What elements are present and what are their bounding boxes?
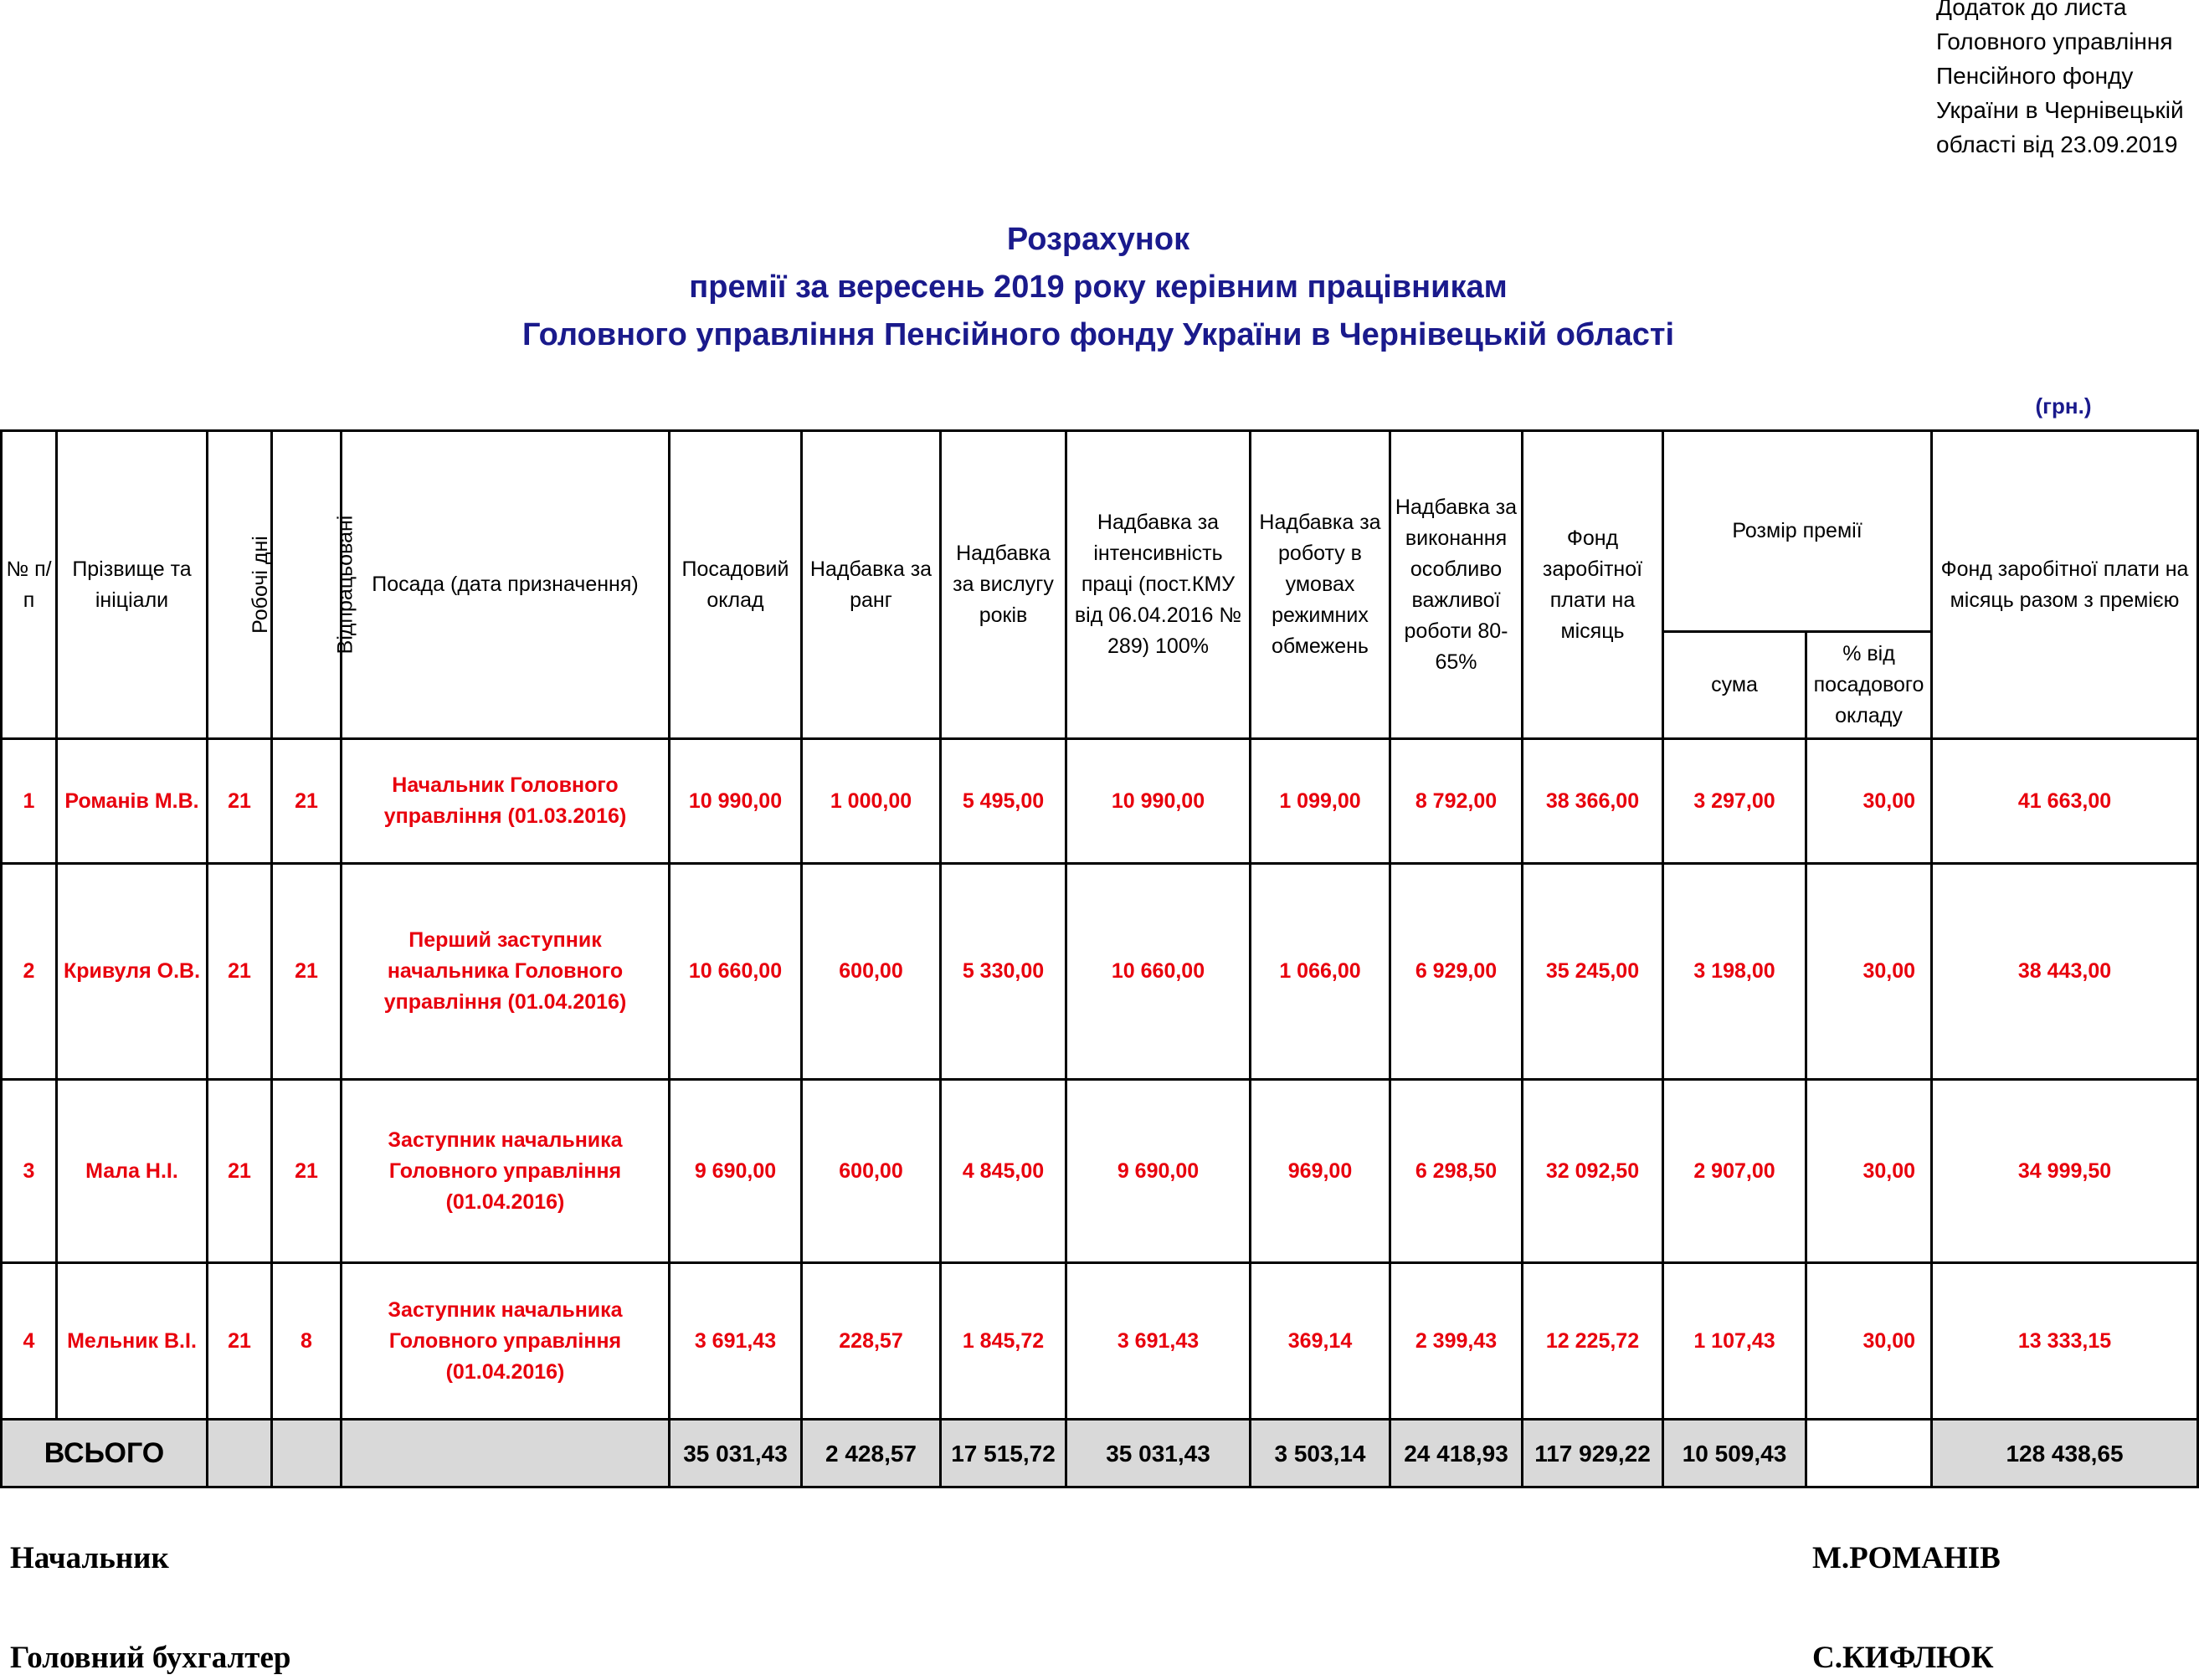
row-important: 8 792,00 [1390, 739, 1523, 864]
row-important: 2 399,43 [1390, 1263, 1523, 1420]
row-bonus-sum: 3 297,00 [1663, 739, 1806, 864]
row-bonus-pct: 30,00 [1806, 1263, 1932, 1420]
header-worked [272, 431, 357, 739]
row-regime: 369,14 [1251, 1263, 1390, 1420]
row-work-days: 21 [208, 1263, 272, 1420]
row-seniority: 4 845,00 [941, 1080, 1066, 1263]
title-line-1: Розрахунок [1006, 222, 1190, 257]
header-rank: Надбавка за ранг [802, 431, 941, 739]
row-important: 6 298,50 [1390, 1080, 1523, 1263]
header-bonus-pct: % від посадового окладу [1806, 632, 1932, 739]
row-bonus-pct: 30,00 [1806, 864, 1932, 1080]
row-total: 41 663,00 [1932, 739, 2198, 864]
row-total: 34 999,50 [1932, 1080, 2198, 1263]
totals-total: 128 438,65 [1932, 1420, 2198, 1487]
totals-salary: 35 031,43 [670, 1420, 802, 1487]
totals-fund: 117 929,22 [1523, 1420, 1663, 1487]
header-bonus-sum: сума [1663, 632, 1806, 739]
totals-label: ВСЬОГО [2, 1420, 208, 1487]
row-num: 2 [2, 864, 57, 1080]
row-worked: 21 [272, 739, 342, 864]
row-bonus-sum: 1 107,43 [1663, 1263, 1806, 1420]
row-intensity: 10 990,00 [1066, 739, 1251, 864]
row-intensity: 3 691,43 [1066, 1263, 1251, 1420]
row-fund: 38 366,00 [1523, 739, 1663, 864]
row-fund: 35 245,00 [1523, 864, 1663, 1080]
header-position: Посада (дата призначення) [342, 431, 670, 739]
header-bonus: Розмір премії [1663, 431, 1932, 632]
row-total: 38 443,00 [1932, 864, 2198, 1080]
totals-bonus-sum: 10 509,43 [1663, 1420, 1806, 1487]
table-row [2, 1080, 2198, 1263]
row-regime: 969,00 [1251, 1080, 1390, 1263]
row-total: 13 333,15 [1932, 1263, 2198, 1420]
row-work-days: 21 [208, 1080, 272, 1263]
row-worked: 21 [272, 864, 342, 1080]
row-work-days: 21 [208, 739, 272, 864]
totals-rank: 2 428,57 [802, 1420, 941, 1487]
row-rank: 600,00 [802, 864, 941, 1080]
totals-row [2, 1420, 2198, 1487]
document-title [0, 216, 2196, 359]
row-position: Перший заступник начальника Головного управління (01.04.2016) [342, 864, 670, 1080]
head-title: Начальник [10, 1541, 169, 1575]
header-worked-label: Відпрацьовані [333, 515, 357, 655]
row-position: Начальник Головного управління (01.03.2016) [342, 739, 670, 864]
accountant-name: С.КИФЛЮК [1812, 1641, 1994, 1675]
row-seniority: 1 845,72 [941, 1263, 1066, 1420]
totals-regime: 3 503,14 [1251, 1420, 1390, 1487]
table-row [2, 1263, 2198, 1420]
header-work-days-label: Робочі дні [248, 536, 272, 634]
totals-empty [342, 1420, 670, 1487]
head-name: М.РОМАНІВ [1812, 1541, 2001, 1575]
attachment-line: Пенсійного фонду [1936, 63, 2134, 89]
row-bonus-pct: 30,00 [1806, 739, 1932, 864]
row-num: 1 [2, 739, 57, 864]
row-work-days: 21 [208, 864, 272, 1080]
accountant-title: Головний бухгалтер [10, 1641, 291, 1675]
title-line-3: Головного управління Пенсійного фонду України в Чернівецькій області [521, 317, 1674, 352]
title-line-2: премії за вересень 2019 року керівним працівникам [689, 270, 1508, 305]
header-important: Надбавка за виконання особливо важливої роботи 80-65% [1390, 431, 1523, 739]
row-salary: 10 660,00 [670, 864, 802, 1080]
row-bonus-sum: 2 907,00 [1663, 1080, 1806, 1263]
header-intensity: Надбавка за інтенсивність праці (пост.КМУ від 06.04.2016 № 289) 100% [1066, 431, 1251, 739]
header-name: Прізвище та ініціали [57, 431, 208, 739]
attachment-line: Додаток до листа [1936, 0, 2127, 20]
totals-important: 24 418,93 [1390, 1420, 1523, 1487]
row-rank: 1 000,00 [802, 739, 941, 864]
row-rank: 600,00 [802, 1080, 941, 1263]
row-seniority: 5 330,00 [941, 864, 1066, 1080]
row-name: Кривуля О.В. [57, 864, 208, 1080]
row-position: Заступник начальника Головного управління (01.04.2016) [342, 1080, 670, 1263]
row-worked: 8 [272, 1263, 342, 1420]
row-bonus-pct: 30,00 [1806, 1080, 1932, 1263]
header-seniority: Надбавка за вислугу років [941, 431, 1066, 739]
row-position: Заступник начальника Головного управління (01.04.2016) [342, 1263, 670, 1420]
attachment-line: Головного управління [1936, 28, 2173, 54]
row-fund: 12 225,72 [1523, 1263, 1663, 1420]
row-intensity: 10 660,00 [1066, 864, 1251, 1080]
row-num: 4 [2, 1263, 57, 1420]
table-row [2, 864, 2198, 1080]
row-important: 6 929,00 [1390, 864, 1523, 1080]
attachment-line: України в Чернівецькій [1936, 97, 2184, 123]
header-num: № п/п [2, 431, 57, 739]
row-seniority: 5 495,00 [941, 739, 1066, 864]
table-row [2, 739, 2198, 864]
bonus-table [0, 429, 2199, 1488]
header-row [2, 431, 2198, 632]
row-worked: 21 [272, 1080, 342, 1263]
totals-seniority: 17 515,72 [941, 1420, 1066, 1487]
header-regime: Надбавка за роботу в умовах режимних обмежень [1251, 431, 1390, 739]
row-num: 3 [2, 1080, 57, 1263]
header-fund: Фонд заробітної плати на місяць [1523, 431, 1663, 739]
currency-units: (грн.) [2035, 393, 2092, 419]
row-name: Мельник В.І. [57, 1263, 208, 1420]
row-salary: 10 990,00 [670, 739, 802, 864]
header-work-days [208, 431, 272, 739]
totals-intensity: 35 031,43 [1066, 1420, 1251, 1487]
row-salary: 3 691,43 [670, 1263, 802, 1420]
row-fund: 32 092,50 [1523, 1080, 1663, 1263]
totals-empty [208, 1420, 272, 1487]
header-total: Фонд заробітної плати на місяць разом з премією [1932, 431, 2198, 739]
totals-empty [1806, 1420, 1932, 1487]
row-regime: 1 099,00 [1251, 739, 1390, 864]
row-rank: 228,57 [802, 1263, 941, 1420]
row-name: Мала Н.І. [57, 1080, 208, 1263]
row-name: Романів М.В. [57, 739, 208, 864]
row-salary: 9 690,00 [670, 1080, 802, 1263]
attachment-note [1936, 0, 2187, 162]
attachment-line: області від 23.09.2019 [1936, 131, 2178, 157]
row-bonus-sum: 3 198,00 [1663, 864, 1806, 1080]
header-salary: Посадовий оклад [670, 431, 802, 739]
totals-empty [272, 1420, 342, 1487]
row-intensity: 9 690,00 [1066, 1080, 1251, 1263]
row-regime: 1 066,00 [1251, 864, 1390, 1080]
